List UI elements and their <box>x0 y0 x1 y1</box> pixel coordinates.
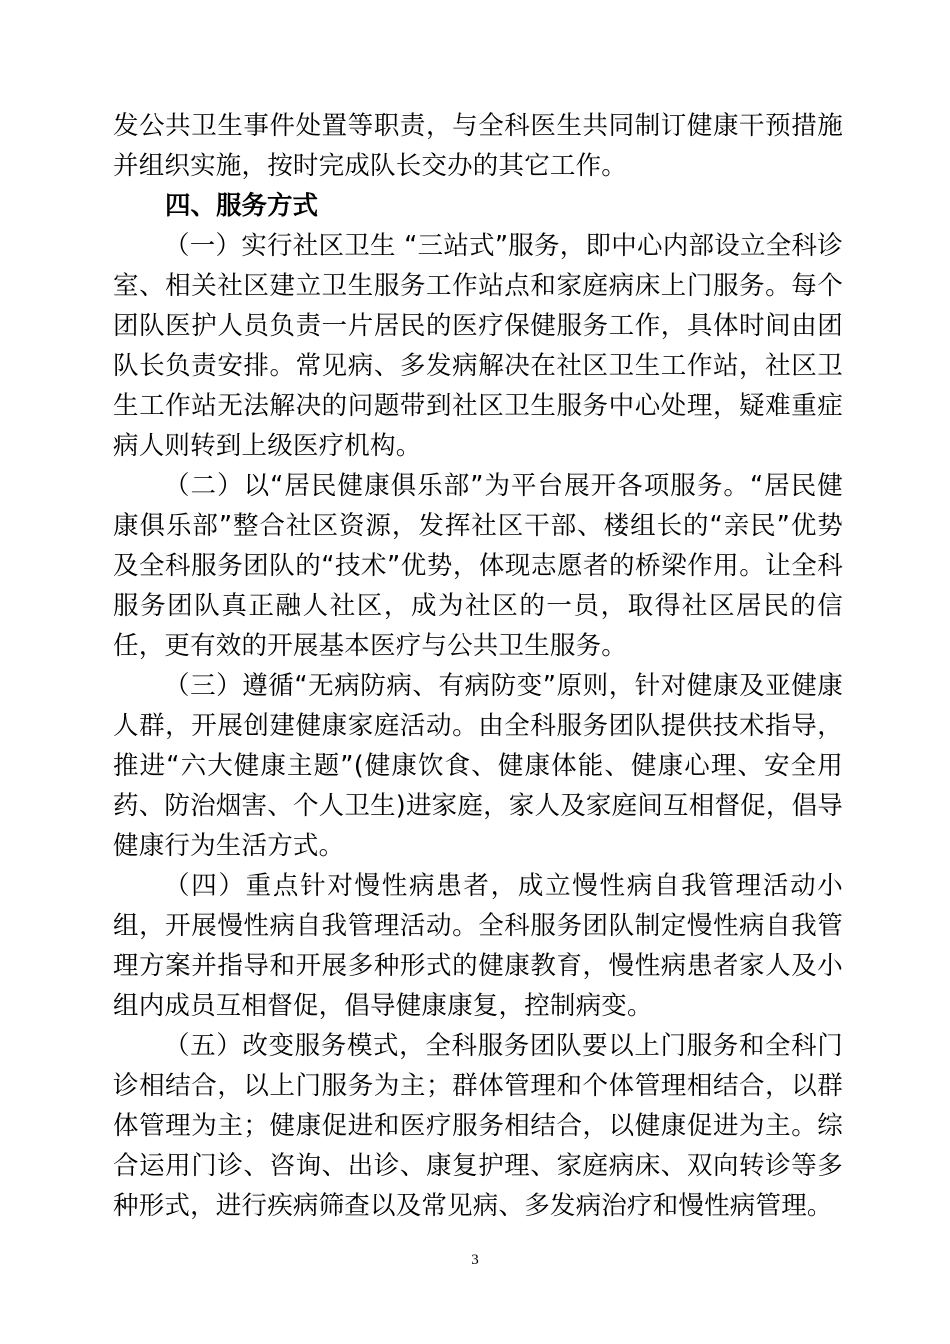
page-number: 3 <box>471 1252 479 1268</box>
section-heading: 四、服务方式 <box>165 191 319 221</box>
continuation-paragraph: 发公共卫生事件处置等职责，与全科医生共同制订健康干预措施并组织实施，按时完成队长交办的其它工作。 <box>113 111 843 181</box>
paragraph-1: （一）实行社区卫生 “三站式”服务，即中心内部设立全科诊室、相关社区建立卫生服务工作站点和家庭病床上门服务。每个团队医护人员负责一片居民的医疗保健服务工作，具体时间由团队长负责安排。常见病、多发病解决在社区卫生工作站，社区卫生工作站无法解决的问题带到社区卫生服务中心处理，疑难重症病人则转到上级医疗机构。 <box>113 231 843 461</box>
paragraph-5: （五）改变服务模式，全科服务团队要以上门服务和全科门诊相结合，以上门服务为主；群体管理和个体管理相结合，以群体管理为主；健康促进和医疗服务相结合，以健康促进为主。综合运用门诊、咨询、出诊、康复护理、家庭病床、双向转诊等多种形式，进行疾病筛查以及常见病、多发病治疗和慢性病管理。 <box>113 1031 843 1221</box>
paragraph-2: （二）以“居民健康俱乐部”为平台展开各项服务。“居民健康俱乐部”整合社区资源，发挥社区干部、楼组长的“亲民”优势及全科服务团队的“技术”优势，体现志愿者的桥梁作用。让全科服务团队真正融人社区，成为社区的一员，取得社区居民的信任，更有效的开展基本医疗与公共卫生服务。 <box>113 471 843 661</box>
paragraph-4: （四）重点针对慢性病患者，成立慢性病自我管理活动小组，开展慢性病自我管理活动。全科服务团队制定慢性病自我管理方案并指导和开展多种形式的健康教育，慢性病患者家人及小组内成员互相督促，倡导健康康复，控制病变。 <box>113 871 843 1021</box>
document-body <box>113 106 843 1226</box>
paragraph-3: （三）遵循“无病防病、有病防变”原则，针对健康及亚健康人群，开展创建健康家庭活动。由全科服务团队提供技术指导，推进“六大健康主题”(健康饮食、健康体能、健康心理、安全用药、防治烟害、个人卫生)进家庭，家人及家庭间互相督促，倡导健康行为生活方式。 <box>113 671 843 861</box>
